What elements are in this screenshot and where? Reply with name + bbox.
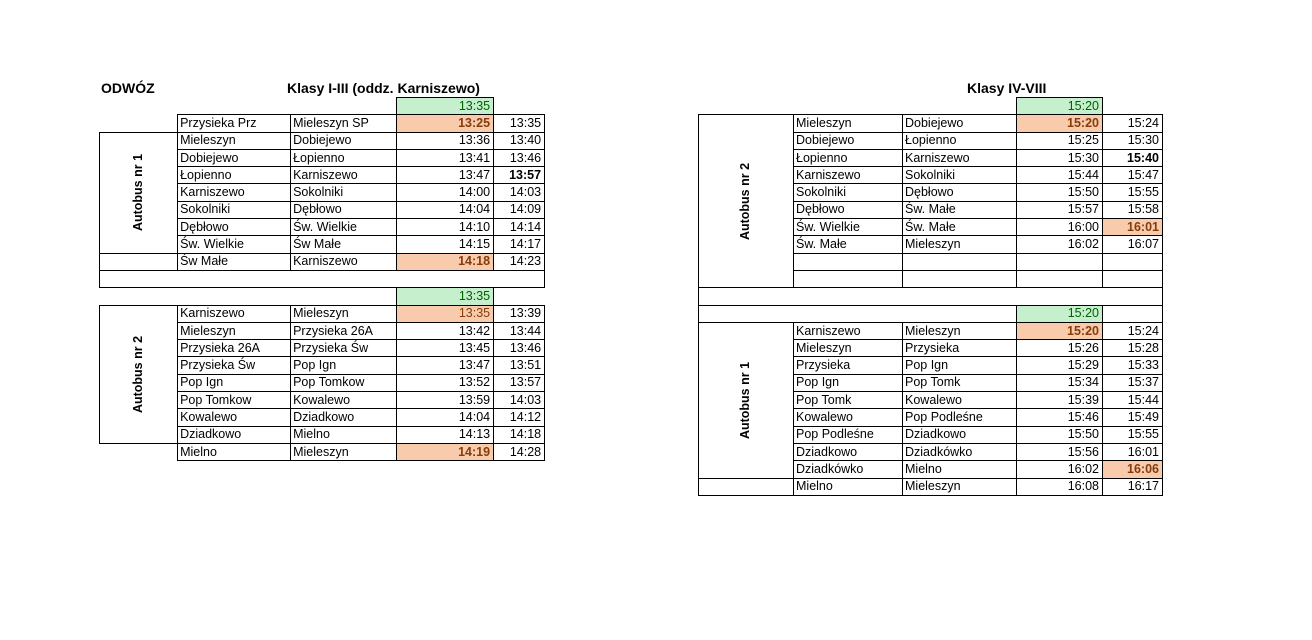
departure-cell: 15:57 (1017, 201, 1103, 218)
arrival-cell: 14:03 (494, 184, 545, 201)
arrival-cell: 16:06 (1103, 461, 1163, 478)
from-cell: Mieleszyn (178, 322, 291, 339)
arrival-cell: 15:33 (1103, 357, 1163, 374)
departure-cell: 14:04 (397, 201, 494, 218)
arrival-cell: 16:01 (1103, 443, 1163, 460)
from-cell: Dziadkowo (794, 443, 903, 460)
to-cell: Św Małe (291, 236, 397, 253)
departure-cell: 15:20 (1017, 115, 1103, 132)
to-cell: Mielno (291, 426, 397, 443)
to-cell: Łopienno (903, 132, 1017, 149)
arrival-cell: 14:23 (494, 253, 545, 270)
bus-label: Autobus nr 1 (738, 361, 753, 439)
to-cell: Łopienno (291, 149, 397, 166)
green-time-row (100, 288, 545, 305)
from-cell: Mieleszyn (794, 340, 903, 357)
from-cell: Łopienno (794, 149, 903, 166)
departure-cell: 16:00 (1017, 219, 1103, 236)
arrival-cell: 15:24 (1103, 322, 1163, 339)
from-cell: Mieleszyn (794, 115, 903, 132)
departure-cell: 14:15 (397, 236, 494, 253)
empty-row (100, 270, 545, 287)
to-cell: Pop Ign (903, 357, 1017, 374)
departure-cell: 13:42 (397, 322, 494, 339)
arrival-cell: 15:49 (1103, 409, 1163, 426)
to-cell: Dębłowo (291, 201, 397, 218)
green-time-cell: 13:35 (397, 288, 494, 305)
departure-cell: 13:25 (397, 115, 494, 132)
to-cell: Kowalewo (903, 392, 1017, 409)
green-time-row (699, 305, 1163, 322)
to-cell: Mieleszyn (903, 322, 1017, 339)
departure-cell: 14:00 (397, 184, 494, 201)
to-cell: Św. Wielkie (291, 219, 397, 236)
to-cell: Dębłowo (903, 184, 1017, 201)
arrival-cell: 15:58 (1103, 201, 1163, 218)
arrival-cell: 14:28 (494, 443, 545, 460)
from-cell: Mielno (794, 478, 903, 495)
arrival-cell: 14:14 (494, 219, 545, 236)
table-row (100, 443, 545, 460)
odwoz-heading: ODWÓZ (101, 80, 155, 96)
arrival-cell: 14:18 (494, 426, 545, 443)
from-cell: Pop Ign (794, 374, 903, 391)
bus-label: Autobus nr 2 (131, 335, 146, 413)
bus-label: Autobus nr 1 (131, 154, 146, 232)
from-cell: Św Małe (178, 253, 291, 270)
left-schedule-table (99, 97, 545, 461)
departure-cell: 14:18 (397, 253, 494, 270)
right-schedule-table (698, 97, 1163, 496)
departure-cell: 15:34 (1017, 374, 1103, 391)
to-cell: Mielno (903, 461, 1017, 478)
bus-label-cell (100, 305, 178, 443)
departure-cell: 13:41 (397, 149, 494, 166)
bus-label-cell (699, 322, 794, 478)
bus-label: Autobus nr 2 (738, 162, 753, 240)
bus-label-cell (699, 115, 794, 288)
departure-cell: 15:39 (1017, 392, 1103, 409)
departure-cell: 13:47 (397, 357, 494, 374)
from-cell: Dobiejewo (178, 149, 291, 166)
right-table-title: Klasy IV-VIII (967, 80, 1047, 96)
departure-cell: 13:35 (397, 305, 494, 322)
to-cell: Karniszewo (291, 167, 397, 184)
to-cell: Mieleszyn (291, 305, 397, 322)
from-cell: Pop Tomk (794, 392, 903, 409)
from-cell: Przysieka 26A (178, 340, 291, 357)
departure-cell: 15:46 (1017, 409, 1103, 426)
departure-cell: 16:02 (1017, 461, 1103, 478)
from-cell: Karniszewo (178, 184, 291, 201)
to-cell: Mieleszyn SP (291, 115, 397, 132)
from-cell: Karniszewo (794, 167, 903, 184)
to-cell: Dziadkowo (903, 426, 1017, 443)
to-cell: Pop Tomkow (291, 374, 397, 391)
from-cell: Przysieka Św (178, 357, 291, 374)
departure-cell: 14:13 (397, 426, 494, 443)
from-cell: Przysieka (794, 357, 903, 374)
to-cell: Karniszewo (291, 253, 397, 270)
arrival-cell: 13:35 (494, 115, 545, 132)
to-cell: Dobiejewo (903, 115, 1017, 132)
to-cell: Sokolniki (903, 167, 1017, 184)
departure-cell: 16:02 (1017, 236, 1103, 253)
table-row (100, 253, 545, 270)
table-row (100, 115, 545, 132)
arrival-cell: 16:07 (1103, 236, 1163, 253)
arrival-cell: 14:17 (494, 236, 545, 253)
to-cell: Przysieka (903, 340, 1017, 357)
departure-cell: 14:10 (397, 219, 494, 236)
arrival-cell: 13:44 (494, 322, 545, 339)
departure-cell: 13:36 (397, 132, 494, 149)
departure-cell: 15:44 (1017, 167, 1103, 184)
arrival-cell: 16:17 (1103, 478, 1163, 495)
bus-label-cell (100, 132, 178, 253)
departure-cell: 14:19 (397, 443, 494, 460)
left-table-title: Klasy I-III (oddz. Karniszewo) (287, 80, 480, 96)
from-cell: Łopienno (178, 167, 291, 184)
departure-cell: 13:59 (397, 392, 494, 409)
from-cell: Pop Tomkow (178, 392, 291, 409)
to-cell: Mieleszyn (903, 478, 1017, 495)
from-cell: Św. Małe (794, 236, 903, 253)
to-cell: Dziadkowo (291, 409, 397, 426)
from-cell: Pop Ign (178, 374, 291, 391)
from-cell: Dziadkówko (794, 461, 903, 478)
arrival-cell: 13:57 (494, 167, 545, 184)
from-cell: Karniszewo (178, 305, 291, 322)
departure-cell: 15:50 (1017, 184, 1103, 201)
departure-cell: 13:52 (397, 374, 494, 391)
to-cell: Św. Małe (903, 201, 1017, 218)
departure-cell: 14:04 (397, 409, 494, 426)
from-cell: Dziadkowo (178, 426, 291, 443)
departure-cell: 13:45 (397, 340, 494, 357)
arrival-cell: 13:40 (494, 132, 545, 149)
departure-cell: 15:26 (1017, 340, 1103, 357)
from-cell: Pop Podleśne (794, 426, 903, 443)
green-time-cell: 15:20 (1017, 98, 1103, 115)
from-cell: Św. Wielkie (178, 236, 291, 253)
from-cell: Sokolniki (794, 184, 903, 201)
to-cell: Sokolniki (291, 184, 397, 201)
to-cell: Pop Podleśne (903, 409, 1017, 426)
to-cell: Kowalewo (291, 392, 397, 409)
from-cell: Dobiejewo (794, 132, 903, 149)
arrival-cell: 15:28 (1103, 340, 1163, 357)
departure-cell: 15:20 (1017, 322, 1103, 339)
from-cell: Karniszewo (794, 322, 903, 339)
from-cell: Mielno (178, 443, 291, 460)
arrival-cell: 15:30 (1103, 132, 1163, 149)
arrival-cell: 14:09 (494, 201, 545, 218)
departure-cell: 15:30 (1017, 149, 1103, 166)
to-cell: Pop Ign (291, 357, 397, 374)
green-time-row (699, 98, 1163, 115)
green-time-row (100, 98, 545, 115)
arrival-cell: 13:46 (494, 340, 545, 357)
departure-cell: 15:25 (1017, 132, 1103, 149)
to-cell: Mieleszyn (903, 236, 1017, 253)
from-cell: Kowalewo (794, 409, 903, 426)
table-row (699, 478, 1163, 495)
to-cell: Przysieka 26A (291, 322, 397, 339)
arrival-cell: 15:47 (1103, 167, 1163, 184)
from-cell: Przysieka Prz (178, 115, 291, 132)
from-cell: Św. Wielkie (794, 219, 903, 236)
green-time-cell: 13:35 (397, 98, 494, 115)
arrival-cell: 15:40 (1103, 149, 1163, 166)
to-cell: Karniszewo (903, 149, 1017, 166)
arrival-cell: 15:55 (1103, 184, 1163, 201)
to-cell: Przysieka Św (291, 340, 397, 357)
arrival-cell: 15:44 (1103, 392, 1163, 409)
to-cell: Pop Tomk (903, 374, 1017, 391)
arrival-cell: 14:03 (494, 392, 545, 409)
arrival-cell: 15:24 (1103, 115, 1163, 132)
departure-cell: 15:29 (1017, 357, 1103, 374)
from-cell: Sokolniki (178, 201, 291, 218)
arrival-cell: 15:55 (1103, 426, 1163, 443)
arrival-cell: 13:51 (494, 357, 545, 374)
from-cell: Dębłowo (794, 201, 903, 218)
arrival-cell: 13:46 (494, 149, 545, 166)
table-row (699, 115, 1163, 132)
from-cell: Dębłowo (178, 219, 291, 236)
from-cell: Kowalewo (178, 409, 291, 426)
to-cell: Św. Małe (903, 219, 1017, 236)
empty-row (699, 288, 1163, 305)
to-cell: Dobiejewo (291, 132, 397, 149)
arrival-cell: 15:37 (1103, 374, 1163, 391)
arrival-cell: 13:39 (494, 305, 545, 322)
to-cell: Dziadkówko (903, 443, 1017, 460)
arrival-cell: 16:01 (1103, 219, 1163, 236)
arrival-cell: 13:57 (494, 374, 545, 391)
departure-cell: 15:50 (1017, 426, 1103, 443)
table-row (100, 305, 545, 322)
departure-cell: 15:56 (1017, 443, 1103, 460)
to-cell: Mieleszyn (291, 443, 397, 460)
arrival-cell: 14:12 (494, 409, 545, 426)
green-time-cell: 15:20 (1017, 305, 1103, 322)
table-row (699, 322, 1163, 339)
departure-cell: 16:08 (1017, 478, 1103, 495)
departure-cell: 13:47 (397, 167, 494, 184)
from-cell: Mieleszyn (178, 132, 291, 149)
table-row (100, 132, 545, 149)
